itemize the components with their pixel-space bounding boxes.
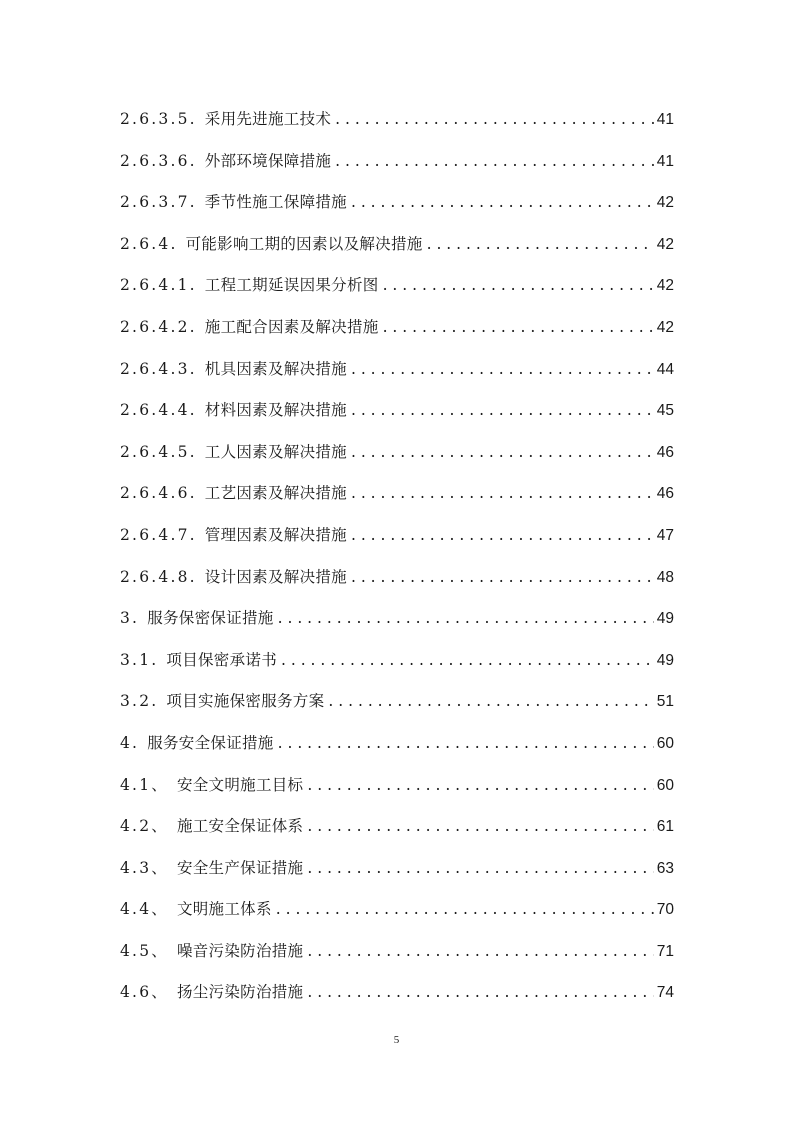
toc-dot-leader (303, 765, 654, 807)
toc-entry-number: 3.1. (120, 650, 159, 669)
toc-entry-number: 4.3、 (120, 858, 169, 877)
toc-entry[interactable] (120, 473, 674, 515)
toc-entry-page: 60 (656, 776, 674, 794)
toc-entry-page: 41 (656, 152, 674, 170)
toc-entry[interactable] (120, 141, 674, 183)
toc-entry-number: 4.2、 (120, 817, 169, 836)
toc-entry-title: 季节性施工保障措施 (204, 193, 347, 212)
toc-entry[interactable] (120, 681, 674, 723)
toc-entry-number: 2.6.3.5. (120, 110, 197, 128)
table-of-contents (120, 99, 674, 1014)
toc-entry[interactable] (120, 972, 674, 1014)
toc-entry-number: 2.6.4.6. (120, 484, 197, 503)
toc-entry-page: 42 (656, 194, 674, 212)
toc-entry-title: 服务保密保证措施 (147, 609, 274, 628)
toc-entry-page: 42 (656, 277, 674, 295)
toc-dot-leader (347, 515, 654, 557)
toc-entry-number: 2.6.4. (120, 234, 178, 253)
toc-entry[interactable] (120, 99, 674, 141)
toc-dot-leader (303, 806, 654, 848)
toc-dot-leader (324, 681, 654, 723)
toc-dot-leader (347, 432, 654, 474)
toc-entry-title: 项目实施保密服务方案 (166, 692, 325, 711)
toc-dot-leader (303, 972, 654, 1014)
toc-entry-number: 2.6.4.7. (120, 525, 197, 544)
toc-entry-page: 44 (656, 360, 674, 378)
toc-entry-title: 设计因素及解决措施 (204, 567, 347, 586)
toc-entry[interactable] (120, 598, 674, 640)
toc-dot-leader (331, 99, 654, 141)
toc-entry[interactable] (120, 557, 674, 599)
toc-dot-leader (347, 557, 654, 599)
toc-entry-page: 71 (656, 942, 674, 960)
toc-entry-page: 48 (656, 568, 674, 586)
toc-entry[interactable] (120, 265, 674, 307)
toc-dot-leader (347, 349, 654, 391)
toc-entry-number: 2.6.4.1. (120, 276, 197, 295)
toc-entry-page: 45 (656, 402, 674, 420)
toc-entry-title: 施工安全保证体系 (176, 817, 304, 836)
toc-entry-number: 2.6.4.5. (120, 442, 197, 461)
toc-entry-page: 70 (656, 901, 674, 919)
toc-entry[interactable] (120, 889, 674, 931)
toc-entry[interactable] (120, 806, 674, 848)
toc-entry-page: 46 (656, 485, 674, 503)
toc-entry-page: 47 (656, 526, 674, 544)
page-number: 5 (393, 1034, 400, 1046)
toc-entry[interactable] (120, 848, 674, 890)
toc-entry-title: 材料因素及解决措施 (204, 401, 347, 420)
toc-entry-number: 3. (120, 609, 140, 628)
toc-entry-title: 采用先进施工技术 (204, 110, 332, 128)
toc-entry-title: 工程工期延误因果分析图 (204, 276, 379, 295)
toc-entry-title: 噪音污染防治措施 (176, 941, 304, 960)
toc-entry[interactable] (120, 432, 674, 474)
toc-entry[interactable] (120, 931, 674, 973)
toc-entry[interactable] (120, 182, 674, 224)
toc-dot-leader (347, 182, 654, 224)
toc-entry-page: 63 (656, 859, 674, 877)
toc-entry-number: 4.6、 (120, 983, 169, 1002)
toc-entry-number: 2.6.4.2. (120, 317, 197, 336)
toc-dot-leader (303, 931, 654, 973)
toc-entry-page: 51 (656, 693, 674, 711)
toc-entry-title: 机具因素及解决措施 (204, 359, 347, 378)
toc-entry[interactable] (120, 224, 674, 266)
toc-entry-title: 管理因素及解决措施 (204, 525, 347, 544)
toc-entry-number: 4. (120, 733, 140, 752)
toc-entry[interactable] (120, 307, 674, 349)
toc-dot-leader (347, 473, 654, 515)
toc-dot-leader (303, 848, 654, 890)
toc-entry[interactable] (120, 349, 674, 391)
toc-entry-number: 3.2. (120, 692, 159, 711)
toc-entry-title: 扬尘污染防治措施 (176, 983, 304, 1002)
toc-entry-title: 工人因素及解决措施 (204, 442, 347, 461)
toc-entry-title: 外部环境保障措施 (204, 151, 332, 170)
toc-dot-leader (274, 598, 654, 640)
toc-entry-page: 46 (656, 443, 674, 461)
toc-entry-number: 2.6.4.3. (120, 359, 197, 378)
toc-dot-leader (274, 723, 654, 765)
toc-entry[interactable] (120, 390, 674, 432)
toc-entry-number: 2.6.4.4. (120, 401, 197, 420)
toc-entry-title: 安全生产保证措施 (176, 858, 304, 877)
toc-entry-number: 2.6.3.7. (120, 193, 197, 212)
toc-entry-number: 2.6.3.6. (120, 151, 197, 170)
toc-entry-title: 施工配合因素及解决措施 (204, 317, 379, 336)
toc-entry-page: 41 (656, 111, 674, 128)
toc-dot-leader (277, 640, 654, 682)
toc-entry[interactable] (120, 723, 674, 765)
toc-entry-number: 2.6.4.8. (120, 567, 197, 586)
toc-entry[interactable] (120, 765, 674, 807)
toc-entry-number: 4.4、 (120, 900, 169, 919)
toc-entry-page: 60 (656, 734, 674, 752)
toc-entry-title: 安全文明施工目标 (176, 775, 304, 794)
toc-dot-leader (379, 307, 654, 349)
toc-dot-leader (423, 224, 654, 266)
toc-dot-leader (347, 390, 654, 432)
toc-dot-leader (379, 265, 654, 307)
toc-entry-title: 可能影响工期的因素以及解决措施 (185, 234, 423, 253)
toc-entry-title: 项目保密承诺书 (166, 650, 277, 669)
toc-dot-leader (331, 141, 654, 183)
toc-entry-title: 工艺因素及解决措施 (204, 484, 347, 503)
toc-entry-title: 文明施工体系 (176, 900, 272, 919)
toc-entry-number: 4.5、 (120, 941, 169, 960)
toc-entry[interactable] (120, 640, 674, 682)
toc-entry-page: 42 (656, 235, 674, 253)
toc-entry-page: 49 (656, 610, 674, 628)
toc-entry-number: 4.1、 (120, 775, 169, 794)
toc-dot-leader (272, 889, 654, 931)
toc-entry-page: 49 (656, 651, 674, 669)
toc-entry-page: 74 (656, 984, 674, 1002)
toc-entry-title: 服务安全保证措施 (147, 733, 274, 752)
toc-entry-page: 42 (656, 318, 674, 336)
toc-entry[interactable] (120, 515, 674, 557)
toc-entry-page: 61 (656, 818, 674, 836)
